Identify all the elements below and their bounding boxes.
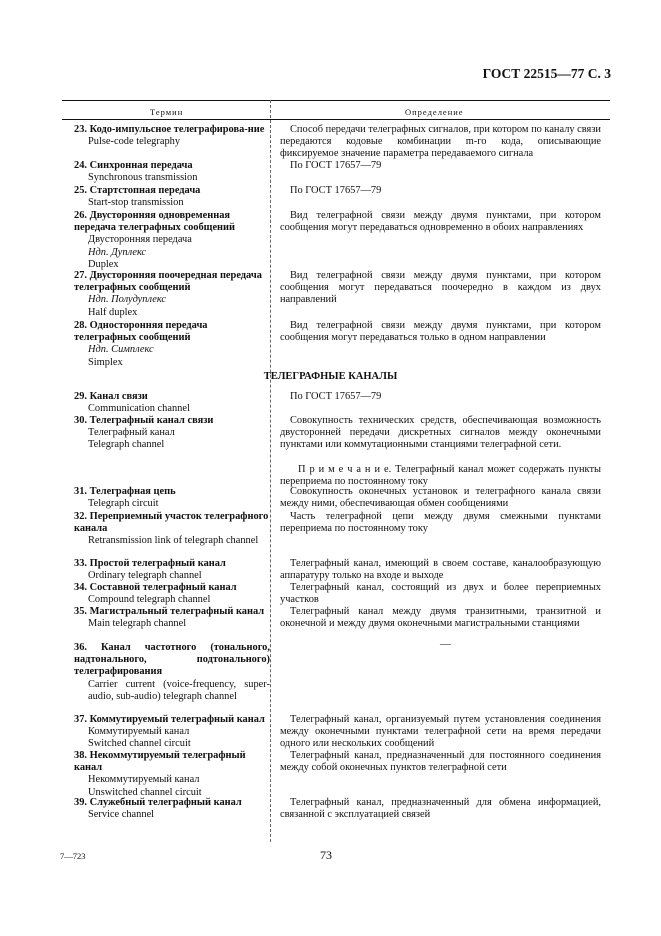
entry-39-term: 39. Служебный телеграфный канал Service channel bbox=[74, 797, 242, 821]
entry-26-term: 26. Двусторонняя одновременная передача телеграфных сообщений Двусторонняя передача Ндп. Дуплекс Duplex bbox=[74, 210, 236, 270]
entry-25-definition: По ГОСТ 17657—79 bbox=[290, 185, 382, 196]
entry-36-term: 36. Канал частотного (тонального, надтонального, подтонального) телеграфирования Carrier current (voice-frequency, super-audio, sub-audio) telegraph channel bbox=[74, 642, 270, 702]
column-divider bbox=[270, 100, 272, 842]
column-header-definition: Определение bbox=[405, 107, 464, 117]
entry-31-term: 31. Телеграфная цепь Telegraph circuit bbox=[74, 486, 176, 510]
entry-27-term: 27. Двусторонняя поочередная передача телеграфных сообщений Ндп. Полудуплекс Half duplex bbox=[74, 270, 262, 318]
entry-30-term: 30. Телеграфный канал связи Телеграфный канал Telegraph channel bbox=[74, 415, 214, 451]
entry-25-term: 25. Стартстопная передача Start-stop transmission bbox=[74, 185, 201, 209]
entry-38-term: 38. Некоммутируемый телеграфный канал Некоммутируемый канал Unswitched channel circuit bbox=[74, 750, 246, 798]
entry-34-term: 34. Составной телеграфный канал Compound telegraph channel bbox=[74, 582, 237, 606]
entry-33-term: 33. Простой телеграфный канал Ordinary telegraph channel bbox=[74, 558, 226, 582]
entry-28-term: 28. Односторонняя передача телеграфных сообщений Ндп. Симплекс Simplex bbox=[74, 320, 208, 368]
entry-37-term: 37. Коммутируемый телеграфный канал Коммутируемый канал Switched channel circuit bbox=[74, 714, 265, 750]
entry-24-definition: По ГОСТ 17657—79 bbox=[290, 160, 382, 171]
entry-23-definition: Способ передачи телеграфных сигналов, при котором по каналу связи передаются кодовые комбинации m-го кода, описывающие фиксируемое значение параметра передаваемого сигнала bbox=[280, 124, 601, 160]
section-title: ТЕЛЕГРАФНЫЕ КАНАЛЫ bbox=[263, 371, 398, 382]
entry-35-definition: Телеграфный канал между двумя транзитными, транзитной и оконечной и между двумя оконечными магистральными станциями bbox=[280, 606, 601, 630]
entry-32-definition: Часть телеграфной цепи между двумя смежными пунктами переприема по постоянному току bbox=[280, 511, 601, 535]
entry-33-definition: Телеграфный канал, имеющий в своем составе, каналообразующую аппаратуру только на входе и выходе bbox=[280, 558, 601, 582]
entry-26-definition: Вид телеграфной связи между двумя пунктами, при котором сообщения могут передаваться одновременно в обоих направлениях bbox=[280, 210, 601, 234]
table-top-rule bbox=[62, 100, 610, 101]
entry-30-definition: Совокупность технических средств, обеспечивающая возможность двусторонней передачи дискретных сигналов между оконечными пунктами или коммутационными станциями телеграфной сети. bbox=[280, 415, 601, 451]
page-header: ГОСТ 22515—77 С. 3 bbox=[482, 66, 611, 81]
entry-29-definition: По ГОСТ 17657—79 bbox=[290, 391, 382, 402]
entry-38-definition: Телеграфный канал, предназначенный для постоянного соединения между собой оконечных пунктов телеграфной сети bbox=[280, 750, 601, 774]
entry-24-term: 24. Синхронная передача Synchronous transmission bbox=[74, 160, 198, 184]
entry-39-definition: Телеграфный канал, предназначенный для обмена информацией, связанной с эксплуатацией связей bbox=[280, 797, 601, 821]
entry-36-definition: — bbox=[440, 638, 451, 650]
table-header-rule bbox=[62, 119, 610, 120]
entry-28-definition: Вид телеграфной связи между двумя пунктами, при котором сообщения могут передаваться только в одном направлении bbox=[280, 320, 601, 344]
footer-code: 7—723 bbox=[60, 851, 86, 861]
entry-27-definition: Вид телеграфной связи между двумя пунктами, при котором сообщения могут передаваться поочередно в каждом из двух направлений bbox=[280, 270, 601, 306]
entry-37-definition: Телеграфный канал, организуемый путем установления соединения между оконечными пунктами телеграфной сети на время передачи одного или нескольких сообщений bbox=[280, 714, 601, 750]
column-header-term: Термин bbox=[150, 107, 184, 117]
entry-29-term: 29. Канал связи Communication channel bbox=[74, 391, 190, 415]
entry-34-definition: Телеграфный канал, состоящий из двух и более переприемных участков bbox=[280, 582, 601, 606]
entry-31-definition: Совокупность оконечных установок и телеграфного канала связи между ними, обеспечивающая обмен сообщениями bbox=[280, 486, 601, 510]
entry-35-term: 35. Магистральный телеграфный канал Main telegraph channel bbox=[74, 606, 265, 630]
page-number: 73 bbox=[320, 848, 332, 862]
entry-23-term: 23. Кодо-импульсное телеграфирова-ние Pulse-code telegraphy bbox=[74, 124, 265, 148]
entry-32-term: 32. Переприемный участок телеграфного канала Retransmission link of telegraph channel bbox=[74, 511, 269, 547]
entry-30-note: П р и м е ч а н и е. Телеграфный канал может содержать пункты переприема по постоянному току bbox=[280, 464, 601, 488]
